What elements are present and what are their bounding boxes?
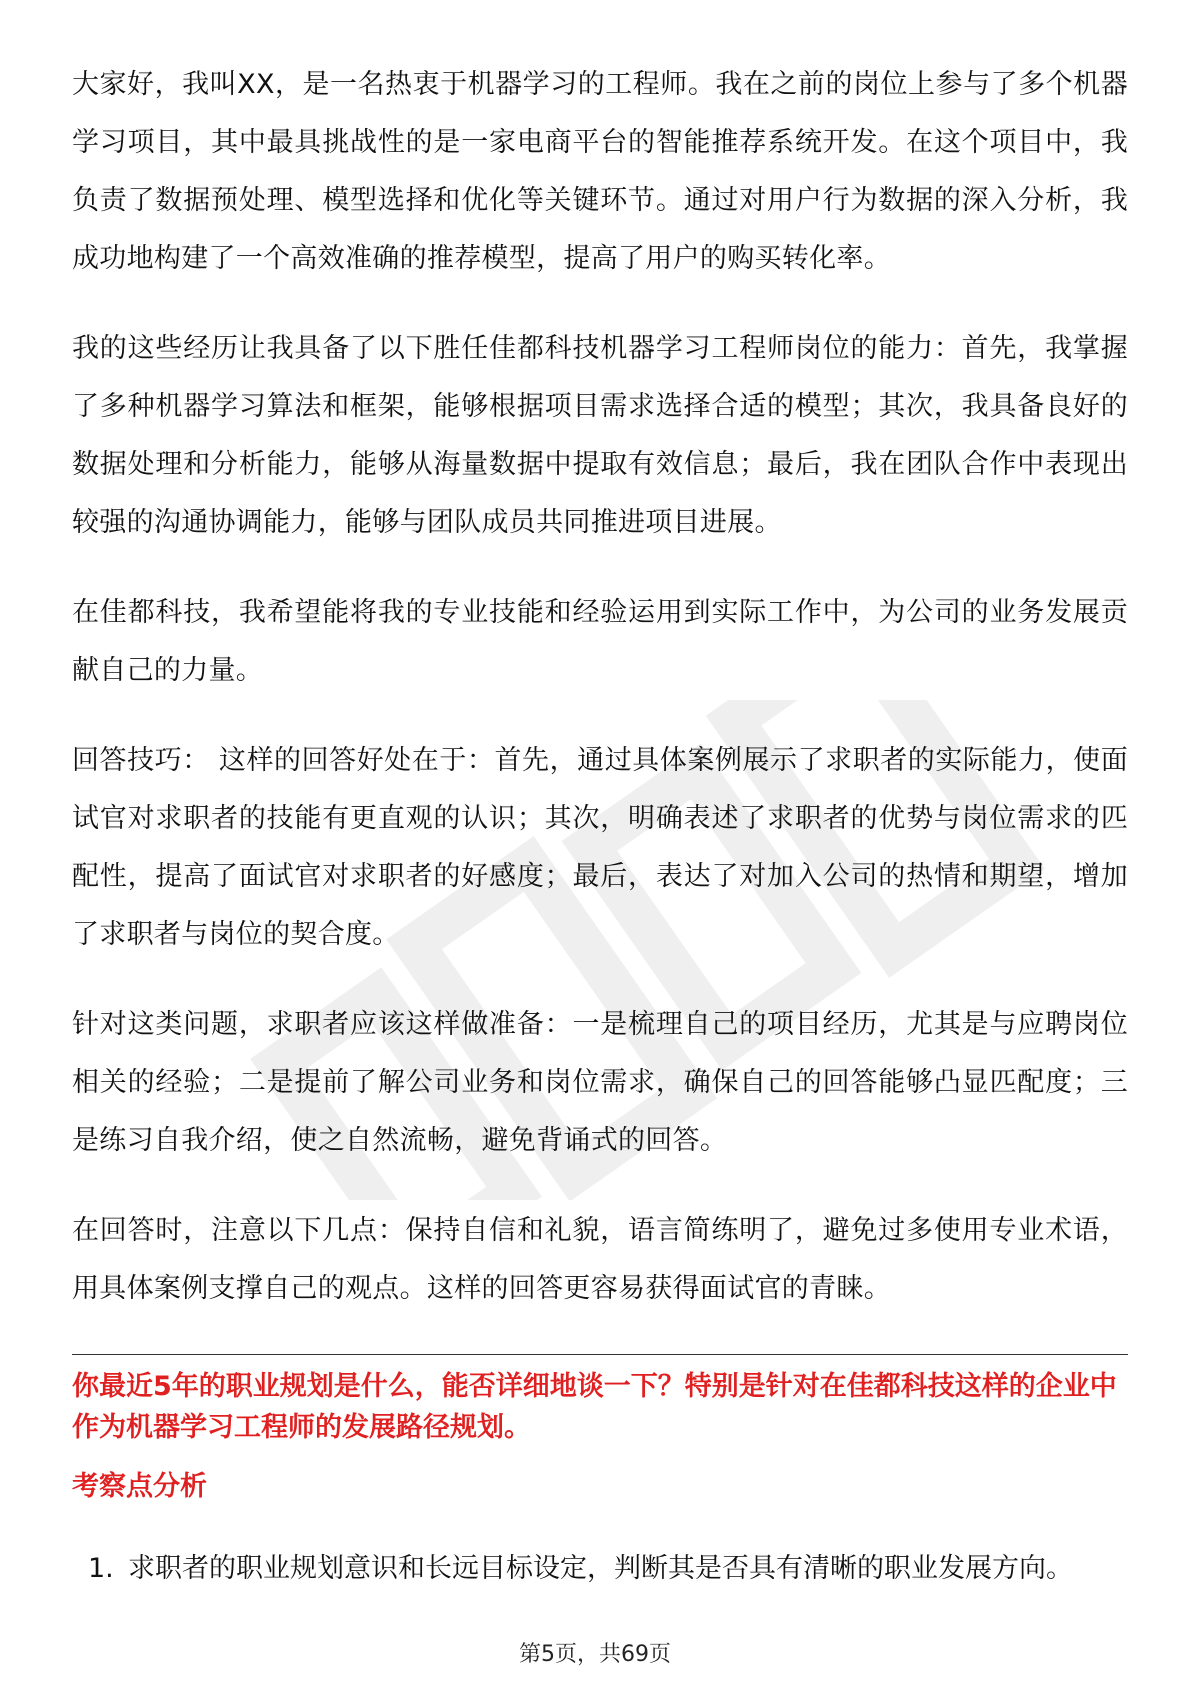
answer-paragraph-aspiration: 在佳都科技，我希望能将我的专业技能和经验运用到实际工作中，为公司的业务发展贡献自己的力量。 (72, 597, 1128, 686)
list-item-number: 1. (88, 1553, 114, 1584)
answer-paragraph-abilities: 我的这些经历让我具备了以下胜任佳都科技机器学习工程师岗位的能力：首先，我掌握了多种机器学习算法和框架，能够根据项目需求选择合适的模型；其次，我具备良好的数据处理和分析能力，能够从海量数据中提取有效信息；最后，我在团队合作中表现出较强的沟通协调能力，能够与团队成员共同推进项目进展。 (72, 333, 1128, 538)
analysis-heading: 考察点分析 (72, 1471, 207, 1502)
answer-paragraph-intro: 大家好，我叫XX，是一名热衷于机器学习的工程师。我在之前的岗位上参与了多个机器学习项目，其中最具挑战性的是一家电商平台的智能推荐系统开发。在这个项目中，我负责了数据预处理、模型选择和优化等关键环节。通过对用户行为数据的深入分析，我成功地构建了一个高效准确的推荐模型，提高了用户的购买转化率。 (72, 69, 1128, 274)
interview-question: 你最近5年的职业规划是什么，能否详细地谈一下？特别是针对在佳都科技这样的企业中作为机器学习工程师的发展路径规划。 (72, 1371, 1117, 1443)
list-item-text: 求职者的职业规划意识和长远目标设定，判断其是否具有清晰的职业发展方向。 (128, 1553, 1073, 1584)
answer-tips-paragraph: 回答技巧： 这样的回答好处在于：首先，通过具体案例展示了求职者的实际能力，使面试官对求职者的技能有更直观的认识；其次，明确表述了求职者的优势与岗位需求的匹配性，提高了面试官对求职者的好感度；最后，表达了对加入公司的热情和期望，增加了求职者与岗位的契合度。 (72, 745, 1128, 950)
section-divider (72, 1354, 1128, 1355)
list-item (72, 1540, 1128, 1598)
answer-body (72, 56, 1128, 1350)
preparation-paragraph: 针对这类问题，求职者应该这样做准备：一是梳理自己的项目经历，尤其是与应聘岗位相关的经验；二是提前了解公司业务和岗位需求，确保自己的回答能够凸显匹配度；三是练习自我介绍，使之自然流畅，避免背诵式的回答。 (72, 1009, 1128, 1156)
analysis-list (72, 1540, 1128, 1598)
notes-paragraph: 在回答时，注意以下几点：保持自信和礼貌，语言简练明了，避免过多使用专业术语，用具体案例支撑自己的观点。这样的回答更容易获得面试官的青睐。 (72, 1215, 1128, 1304)
page-number: 第5页，共69页 (519, 1642, 671, 1667)
